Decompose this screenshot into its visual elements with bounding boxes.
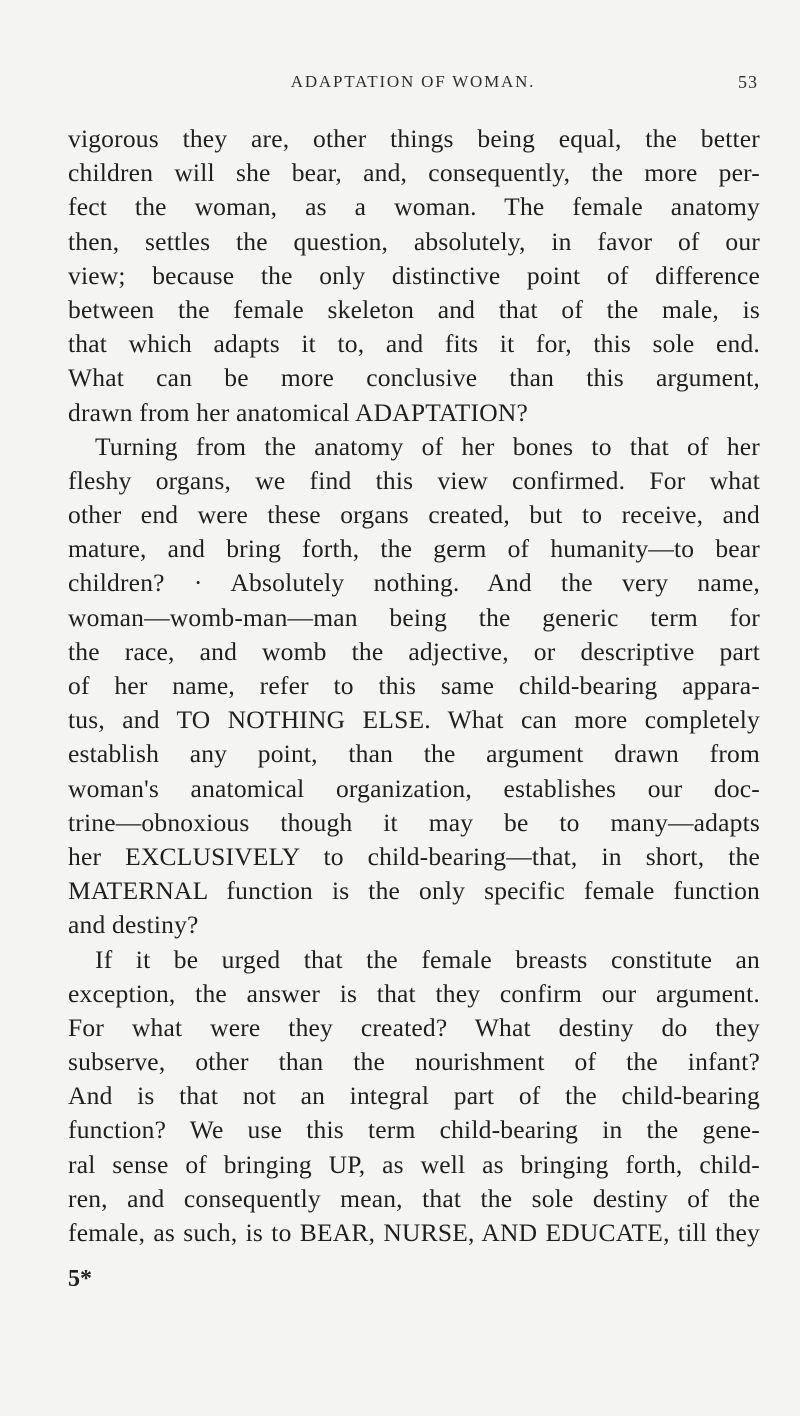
text-line: female, as such, is to BEAR, NURSE, AND EDUCATE, till they [68, 1218, 760, 1247]
text-line: and destiny? [68, 910, 199, 940]
text-line: What can be more conclusive than this argument, [68, 363, 760, 393]
running-head: ADAPTATION OF WOMAN. [290, 72, 536, 91]
body-text [68, 122, 760, 1250]
text-line: trine—obnoxious though it may be to many—adapts [68, 807, 760, 837]
text-line: function? We use this term child-bearing in the gene- [68, 1115, 760, 1145]
text-line: woman—womb-man—man being the generic term for [68, 602, 760, 632]
text-line: drawn from her anatomical ADAPTATION? [68, 397, 528, 427]
text-line: And is that not an integral part of the child-bearing [68, 1081, 760, 1111]
text-line: other end were these organs created, but to receive, and [68, 500, 760, 530]
text-line: ren, and consequently mean, that the sole destiny of the [68, 1183, 760, 1213]
text-line: fleshy organs, we find this view confirmed. For what [68, 465, 760, 495]
text-line: of her name, refer to this same child-bearing appara- [68, 671, 760, 700]
text-line: vigorous they are, other things being equal, the better [68, 124, 760, 153]
text-line: woman's anatomical organization, establishes our doc- [68, 773, 760, 803]
page-header [68, 72, 758, 96]
text-line: tus, and TO NOTHING ELSE. What can more completely [68, 705, 760, 735]
text-line: the race, and womb the adjective, or descriptive part [68, 636, 760, 666]
text-line: view; because the only distinctive point of difference [68, 260, 760, 290]
text-line: between the female skeleton and that of the male, is [68, 294, 760, 324]
text-line: fect the woman, as a woman. The female anatomy [68, 192, 760, 222]
text-line: that which adapts it to, and fits it for, this sole end. [68, 329, 760, 359]
text-line: mature, and bring forth, the germ of humanity—to bear [68, 534, 760, 564]
text-line: ral sense of bringing UP, as well as bringing forth, child- [68, 1149, 760, 1179]
text-line: establish any point, than the argument drawn from [68, 739, 760, 769]
text-line: Turning from the anatomy of her bones to that of her [95, 431, 760, 461]
signature-mark: 5* [68, 1266, 92, 1292]
text-line: MATERNAL function is the only specific female function [68, 876, 760, 906]
text-line: exception, the answer is that they confirm our argument. [68, 978, 760, 1008]
text-line: subserve, other than the nourishment of the infant? [68, 1047, 760, 1077]
text-line: her EXCLUSIVELY to child-bearing—that, in short, the [68, 841, 760, 871]
page-number: 53 [738, 72, 758, 92]
text-line: children? · Absolutely nothing. And the very name, [68, 568, 760, 598]
text-line: If it be urged that the female breasts constitute an [95, 944, 760, 974]
text-line: then, settles the question, absolutely, in favor of our [68, 226, 760, 256]
text-line: children will she bear, and, consequently, the more per- [68, 158, 760, 188]
text-line: For what were they created? What destiny do they [68, 1012, 760, 1042]
